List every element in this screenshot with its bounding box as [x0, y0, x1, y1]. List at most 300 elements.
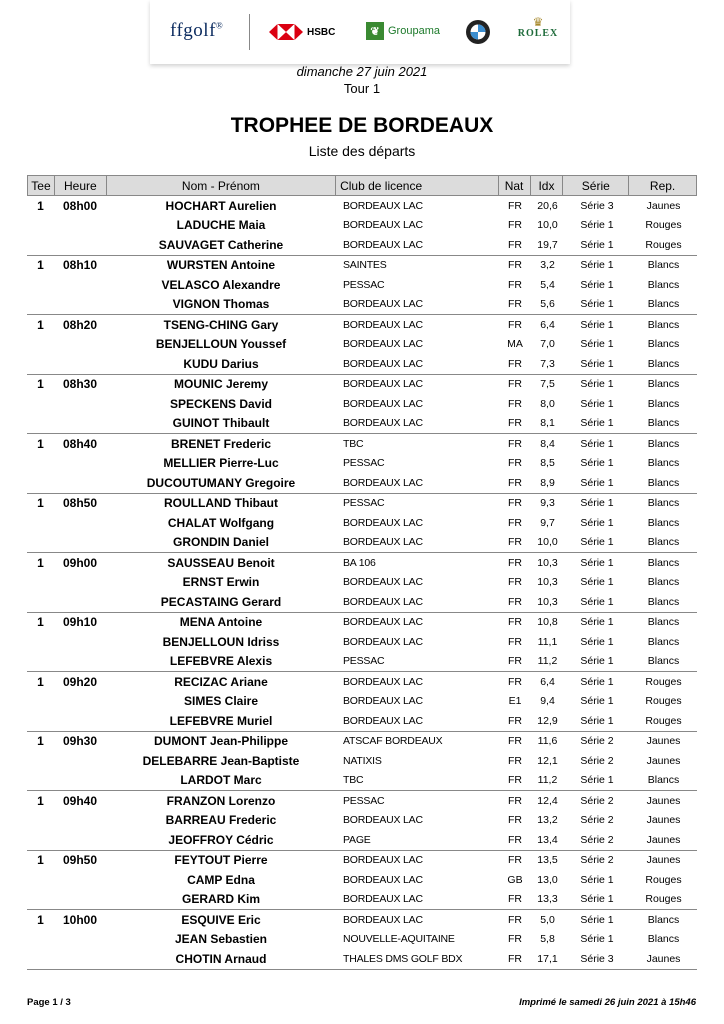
cell-rep: Blancs: [647, 595, 680, 608]
cell-nom: ERNST Erwin: [182, 575, 260, 590]
table-row: [27, 870, 697, 890]
cell-heure: 08h50: [62, 496, 98, 511]
cell-idx: 10,8: [537, 616, 558, 629]
cell-nom: BENJELLOUN Youssef: [155, 337, 287, 352]
cell-nom: FRANZON Lorenzo: [166, 793, 276, 808]
cell-tee: 1: [37, 555, 44, 570]
cell-rep: Rouges: [645, 714, 682, 727]
cell-rep: Jaunes: [646, 854, 681, 867]
cell-tee: 1: [37, 793, 44, 808]
cell-idx: 8,0: [540, 397, 555, 410]
cell-idx: 7,0: [540, 338, 555, 351]
cell-serie: Série 1: [580, 556, 614, 569]
cell-serie: Série 1: [580, 695, 614, 708]
cell-rep: Jaunes: [646, 794, 681, 807]
cell-rep: Blancs: [647, 457, 680, 470]
cell-serie: Série 1: [580, 476, 614, 489]
cell-idx: 8,1: [540, 417, 555, 430]
hsbc-logo: [269, 23, 335, 41]
cell-serie: Série 1: [580, 219, 614, 232]
cell-idx: 6,4: [540, 675, 555, 688]
table-row: [27, 473, 697, 493]
round-label: Tour 1: [343, 81, 381, 96]
cell-club: PESSAC: [343, 794, 385, 807]
column-header-nom: Nom - Prénom: [107, 176, 336, 195]
table-row: [27, 513, 697, 533]
cell-rep: Jaunes: [646, 735, 681, 748]
cell-heure: 10h00: [62, 912, 98, 927]
table-row: [27, 672, 697, 692]
cell-heure: 08h00: [62, 198, 98, 213]
cell-idx: 11,2: [537, 655, 558, 668]
ffgolf-logo: ffgolf®: [170, 20, 224, 41]
cell-idx: 6,4: [540, 318, 555, 331]
cell-club: BORDEAUX LAC: [343, 318, 423, 331]
cell-serie: Série 1: [580, 378, 614, 391]
cell-nom: DUCOUTUMANY Gregoire: [146, 475, 296, 490]
cell-club: BORDEAUX LAC: [343, 616, 423, 629]
cell-nom: CHALAT Wolfgang: [167, 515, 275, 530]
cell-rep: Blancs: [647, 536, 680, 549]
table-row: [27, 910, 697, 930]
cell-club: NOUVELLE-AQUITAINE: [343, 933, 455, 946]
cell-club: BA 106: [343, 556, 376, 569]
cell-nom: ESQUIVE Eric: [181, 912, 261, 927]
cell-idx: 7,3: [540, 357, 555, 370]
tee-time-group: [27, 672, 697, 732]
cell-nat: FR: [508, 952, 522, 965]
cell-nat: FR: [508, 397, 522, 410]
cell-nat: FR: [508, 913, 522, 926]
cell-rep: Blancs: [647, 635, 680, 648]
table-row: [27, 830, 697, 850]
cell-idx: 11,2: [537, 774, 558, 787]
column-header-tee: Tee: [28, 176, 55, 195]
cell-rep: Rouges: [645, 695, 682, 708]
cell-nat: FR: [508, 516, 522, 529]
table-row: [27, 454, 697, 474]
table-row: [27, 851, 697, 871]
cell-nom: GRONDIN Daniel: [172, 535, 269, 550]
cell-tee: 1: [37, 436, 44, 451]
cell-heure: 09h30: [62, 734, 98, 749]
cell-serie: Série 1: [580, 516, 614, 529]
tee-time-group: [27, 196, 697, 256]
cell-rep: Jaunes: [646, 952, 681, 965]
cell-club: BORDEAUX LAC: [343, 298, 423, 311]
cell-serie: Série 2: [580, 735, 614, 748]
table-row: [27, 256, 697, 276]
cell-serie: Série 1: [580, 318, 614, 331]
cell-heure: 09h50: [62, 853, 98, 868]
cell-serie: Série 1: [580, 357, 614, 370]
table-row: [27, 652, 697, 672]
cell-nat: MA: [507, 338, 523, 351]
cell-nom: BRENET Frederic: [170, 436, 272, 451]
cell-tee: 1: [37, 258, 44, 273]
column-header-idx: Idx: [531, 176, 564, 195]
cell-idx: 11,1: [537, 635, 558, 648]
cell-serie: Série 1: [580, 913, 614, 926]
cell-nat: FR: [508, 278, 522, 291]
cell-rep: Blancs: [647, 497, 680, 510]
cell-club: BORDEAUX LAC: [343, 913, 423, 926]
groupama-logo: [366, 22, 440, 40]
cell-club: PAGE: [343, 833, 371, 846]
cell-tee: 1: [37, 317, 44, 332]
cell-idx: 5,4: [540, 278, 555, 291]
cell-tee: 1: [37, 912, 44, 927]
cell-nat: E1: [508, 695, 522, 708]
cell-idx: 3,2: [540, 259, 555, 272]
cell-nom: MOUNIC Jeremy: [173, 377, 269, 392]
column-header-rep: Rep.: [649, 178, 676, 193]
cell-club: BORDEAUX LAC: [343, 595, 423, 608]
cell-idx: 10,0: [537, 536, 558, 549]
cell-club: ATSCAF BORDEAUX: [343, 735, 443, 748]
cell-heure: 08h30: [62, 377, 98, 392]
cell-idx: 5,8: [540, 933, 555, 946]
tee-time-group: [27, 553, 697, 613]
cell-serie: Série 1: [580, 576, 614, 589]
tee-time-group: [27, 315, 697, 375]
cell-serie: Série 2: [580, 854, 614, 867]
cell-club: PESSAC: [343, 278, 385, 291]
cell-idx: 10,0: [537, 219, 558, 232]
table-row: [27, 394, 697, 414]
cell-serie: Série 1: [580, 278, 614, 291]
cell-nat: FR: [508, 536, 522, 549]
cell-heure: 08h20: [62, 317, 98, 332]
cell-rep: Jaunes: [646, 833, 681, 846]
tee-time-group: [27, 375, 697, 435]
table-header: [27, 175, 697, 196]
cell-nom: LEFEBVRE Alexis: [169, 654, 273, 669]
cell-nat: FR: [508, 616, 522, 629]
cell-rep: Jaunes: [646, 199, 681, 212]
cell-nom: DUMONT Jean-Philippe: [153, 734, 288, 749]
cell-nom: MENA Antoine: [179, 615, 263, 630]
cell-serie: Série 1: [580, 259, 614, 272]
cell-rep: Blancs: [647, 298, 680, 311]
cell-rep: Blancs: [647, 259, 680, 272]
cell-nat: FR: [508, 833, 522, 846]
cell-rep: Rouges: [645, 893, 682, 906]
cell-rep: Blancs: [647, 576, 680, 589]
cell-club: BORDEAUX LAC: [343, 675, 423, 688]
cell-club: BORDEAUX LAC: [343, 714, 423, 727]
table-row: [27, 573, 697, 593]
cell-rep: Blancs: [647, 278, 680, 291]
cell-rep: Blancs: [647, 516, 680, 529]
cell-serie: Série 1: [580, 595, 614, 608]
cell-idx: 12,4: [537, 794, 558, 807]
cell-nat: FR: [508, 735, 522, 748]
cell-nom: VELASCO Alexandre: [161, 277, 281, 292]
cell-rep: Blancs: [647, 616, 680, 629]
cell-idx: 13,3: [537, 893, 558, 906]
cell-tee: 1: [37, 377, 44, 392]
cell-club: NATIXIS: [343, 754, 382, 767]
cell-club: BORDEAUX LAC: [343, 476, 423, 489]
cell-club: BORDEAUX LAC: [343, 357, 423, 370]
cell-nat: FR: [508, 635, 522, 648]
column-header-serie: Série: [563, 176, 629, 195]
table-row: [27, 592, 697, 612]
cell-nom: GERARD Kim: [181, 892, 260, 907]
table-row: [27, 890, 697, 910]
tee-time-group: [27, 494, 697, 554]
cell-tee: 1: [37, 496, 44, 511]
cell-club: BORDEAUX LAC: [343, 576, 423, 589]
cell-club: BORDEAUX LAC: [343, 893, 423, 906]
cell-idx: 17,1: [537, 952, 558, 965]
cell-nat: FR: [508, 794, 522, 807]
cell-club: TBC: [343, 774, 364, 787]
cell-nat: FR: [508, 576, 522, 589]
tee-time-group: [27, 791, 697, 851]
cell-nom: BARREAU Frederic: [165, 813, 277, 828]
cell-serie: Série 3: [580, 199, 614, 212]
tee-time-group: [27, 910, 697, 970]
table-row: [27, 811, 697, 831]
cell-rep: Blancs: [647, 338, 680, 351]
cell-nom: FEYTOUT Pierre: [174, 853, 268, 868]
table-row: [27, 732, 697, 752]
table-row: [27, 295, 697, 315]
cell-nom: VIGNON Thomas: [172, 297, 270, 312]
table-row: [27, 692, 697, 712]
cell-nat: FR: [508, 417, 522, 430]
table-row: [27, 434, 697, 454]
cell-nat: FR: [508, 318, 522, 331]
cell-idx: 10,3: [537, 576, 558, 589]
cell-rep: Blancs: [647, 913, 680, 926]
cell-rep: Blancs: [647, 318, 680, 331]
table-body: [27, 196, 697, 970]
table-row: [27, 553, 697, 573]
cell-nat: FR: [508, 655, 522, 668]
hsbc-wordmark: HSBC: [307, 26, 336, 38]
cell-heure: 09h20: [62, 674, 98, 689]
table-row: [27, 711, 697, 731]
groupama-leaf-icon: ❦: [366, 22, 384, 40]
sponsor-banner: [150, 0, 570, 64]
cell-rep: Rouges: [645, 238, 682, 251]
cell-serie: Série 1: [580, 397, 614, 410]
cell-tee: 1: [37, 853, 44, 868]
table-row: [27, 751, 697, 771]
table-row: [27, 275, 697, 295]
cell-club: PESSAC: [343, 457, 385, 470]
cell-nat: FR: [508, 238, 522, 251]
table-row: [27, 632, 697, 652]
cell-club: BORDEAUX LAC: [343, 695, 423, 708]
table-row: [27, 315, 697, 335]
column-header-nat: Nat: [499, 176, 531, 195]
cell-idx: 5,0: [540, 913, 555, 926]
cell-rep: Blancs: [647, 357, 680, 370]
cell-club: TBC: [343, 437, 364, 450]
cell-nom: CHOTIN Arnaud: [175, 951, 267, 966]
bmw-roundel-icon: [466, 20, 490, 44]
rolex-logo: [513, 16, 563, 39]
cell-club: BORDEAUX LAC: [343, 397, 423, 410]
cell-club: BORDEAUX LAC: [343, 378, 423, 391]
cell-nat: FR: [508, 199, 522, 212]
cell-heure: 09h00: [62, 555, 98, 570]
cell-serie: Série 1: [580, 238, 614, 251]
rolex-crown-icon: ♛: [532, 15, 544, 29]
cell-serie: Série 1: [580, 536, 614, 549]
cell-heure: 09h40: [62, 793, 98, 808]
cell-nat: FR: [508, 219, 522, 232]
cell-nom: LADUCHE Maia: [176, 218, 266, 233]
cell-nom: SIMES Claire: [183, 694, 259, 709]
cell-club: BORDEAUX LAC: [343, 635, 423, 648]
tee-time-group: [27, 851, 697, 911]
cell-nat: FR: [508, 754, 522, 767]
cell-tee: 1: [37, 198, 44, 213]
cell-serie: Série 1: [580, 933, 614, 946]
cell-serie: Série 1: [580, 675, 614, 688]
cell-serie: Série 1: [580, 616, 614, 629]
cell-rep: Blancs: [647, 417, 680, 430]
cell-club: BORDEAUX LAC: [343, 814, 423, 827]
cell-nat: FR: [508, 476, 522, 489]
table-row: [27, 375, 697, 395]
print-timestamp: Imprimé le samedi 26 juin 2021 à 15h46: [519, 997, 696, 1008]
cell-nom: HOCHART Aurelien: [165, 198, 277, 213]
cell-nat: FR: [508, 357, 522, 370]
tee-time-group: [27, 613, 697, 673]
cell-idx: 8,5: [540, 457, 555, 470]
cell-nom: RECIZAC Ariane: [174, 674, 268, 689]
cell-rep: Blancs: [647, 933, 680, 946]
table-row: [27, 335, 697, 355]
cell-idx: 9,7: [540, 516, 555, 529]
cell-nom: TSENG-CHING Gary: [163, 317, 279, 332]
cell-heure: 08h10: [62, 258, 98, 273]
table-row: [27, 949, 697, 969]
cell-rep: Blancs: [647, 476, 680, 489]
cell-rep: Jaunes: [646, 814, 681, 827]
table-row: [27, 791, 697, 811]
cell-nom: SAUSSEAU Benoit: [167, 555, 275, 570]
cell-nat: FR: [508, 675, 522, 688]
cell-nom: DELEBARRE Jean-Baptiste: [142, 753, 300, 768]
table-row: [27, 613, 697, 633]
cell-serie: Série 1: [580, 457, 614, 470]
page-title: TROPHEE DE BORDEAUX: [230, 114, 494, 137]
cell-serie: Série 1: [580, 774, 614, 787]
column-header-heure: Heure: [55, 176, 107, 195]
cell-heure: 08h40: [62, 436, 98, 451]
table-row: [27, 216, 697, 236]
cell-serie: Série 1: [580, 338, 614, 351]
tee-time-group: [27, 434, 697, 494]
cell-rep: Blancs: [647, 774, 680, 787]
cell-nom: LARDOT Marc: [180, 773, 262, 788]
cell-idx: 13,5: [537, 854, 558, 867]
event-date: dimanche 27 juin 2021: [296, 64, 428, 79]
tee-time-group: [27, 732, 697, 792]
cell-nom: GUINOT Thibault: [172, 416, 270, 431]
cell-club: BORDEAUX LAC: [343, 219, 423, 232]
cell-tee: 1: [37, 615, 44, 630]
cell-rep: Blancs: [647, 556, 680, 569]
cell-serie: Série 1: [580, 497, 614, 510]
cell-nom: CAMP Edna: [187, 872, 255, 887]
cell-club: BORDEAUX LAC: [343, 873, 423, 886]
cell-nom: ROULLAND Thibaut: [164, 496, 278, 511]
cell-idx: 7,5: [540, 378, 555, 391]
table-row: [27, 533, 697, 553]
cell-club: BORDEAUX LAC: [343, 417, 423, 430]
cell-nat: FR: [508, 378, 522, 391]
cell-nat: FR: [508, 556, 522, 569]
cell-serie: Série 3: [580, 952, 614, 965]
cell-idx: 12,9: [537, 714, 558, 727]
cell-nat: FR: [508, 854, 522, 867]
cell-serie: Série 2: [580, 814, 614, 827]
cell-club: BORDEAUX LAC: [343, 516, 423, 529]
cell-club: BORDEAUX LAC: [343, 238, 423, 251]
cell-club: BORDEAUX LAC: [343, 199, 423, 212]
page-subtitle: Liste des départs: [308, 143, 416, 159]
table-row: [27, 235, 697, 255]
table-row: [27, 771, 697, 791]
cell-club: BORDEAUX LAC: [343, 536, 423, 549]
cell-idx: 9,3: [540, 497, 555, 510]
cell-rep: Blancs: [647, 437, 680, 450]
cell-serie: Série 1: [580, 714, 614, 727]
cell-idx: 11,6: [537, 735, 558, 748]
cell-nat: GB: [507, 873, 523, 886]
cell-rep: Blancs: [647, 655, 680, 668]
rolex-wordmark: ROLEX: [517, 28, 559, 39]
cell-nat: FR: [508, 437, 522, 450]
cell-rep: Rouges: [645, 675, 682, 688]
cell-nat: FR: [508, 595, 522, 608]
cell-nom: LEFEBVRE Muriel: [169, 713, 273, 728]
cell-idx: 20,6: [537, 199, 558, 212]
cell-nom: KUDU Darius: [183, 356, 259, 371]
cell-nat: FR: [508, 714, 522, 727]
cell-nat: FR: [508, 497, 522, 510]
cell-tee: 1: [37, 674, 44, 689]
cell-serie: Série 2: [580, 833, 614, 846]
cell-idx: 8,9: [540, 476, 555, 489]
cell-serie: Série 1: [580, 437, 614, 450]
tee-time-group: [27, 256, 697, 316]
cell-serie: Série 2: [580, 794, 614, 807]
cell-serie: Série 1: [580, 655, 614, 668]
cell-club: THALES DMS GOLF BDX: [343, 952, 463, 965]
cell-tee: 1: [37, 734, 44, 749]
cell-nat: FR: [508, 298, 522, 311]
cell-idx: 9,4: [540, 695, 555, 708]
cell-heure: 09h10: [62, 615, 98, 630]
cell-nat: FR: [508, 457, 522, 470]
cell-idx: 13,0: [537, 873, 558, 886]
cell-serie: Série 1: [580, 298, 614, 311]
cell-rep: Blancs: [647, 397, 680, 410]
cell-serie: Série 1: [580, 873, 614, 886]
hsbc-hexagon-icon: [269, 24, 303, 40]
cell-idx: 10,3: [537, 556, 558, 569]
cell-serie: Série 2: [580, 754, 614, 767]
